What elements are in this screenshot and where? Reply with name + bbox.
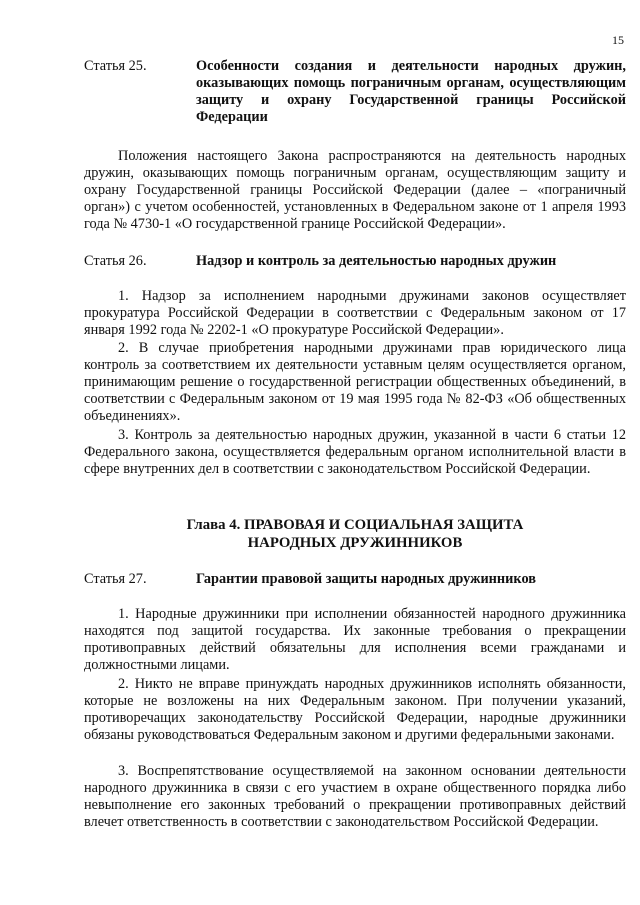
article-25-heading [84, 58, 626, 126]
article-26-paragraph-2: 2. В случае приобретения народными дружинами прав юридического лица контроль за соответствием их деятельности уставным целям осуществляется органом, принимающим решение о государственной регистрации общественных объединений, в соответствии с Федеральным законом от 19 мая 1995 года № 82-ФЗ «Об общественных объединениях». [84, 340, 626, 424]
article-25-label: Статья 25. [84, 58, 147, 74]
article-26-paragraph-1: 1. Надзор за исполнением народными дружинами законов осуществляет прокуратура Российской Федерации в соответствии с Федеральным законом от 17 января 1992 года № 2202-1 «О прокуратуре Российской Федерации». [84, 288, 626, 338]
page-number: 15 [612, 33, 624, 47]
article-27-heading [84, 571, 626, 588]
article-27-label: Статья 27. [84, 571, 147, 587]
article-25-title: Особенности создания и деятельности народных дружин, оказывающих помощь пограничным органам, осуществляющим защиту и охрану Государственной границы Российской Федерации [196, 58, 626, 125]
article-27-paragraph-3: 3. Воспрепятствование осуществляемой на законном основании деятельности народного дружинника в связи с его участием в охране общественного порядка либо невыполнение его законных требований о прекращении противоправных действий влечет ответственность в соответствии с законодательством Российской Федерации. [84, 763, 626, 830]
article-27-paragraph-1: 1. Народные дружинники при исполнении обязанностей народного дружинника находятся под защитой государства. Их законные требования о прекращении противоправных действий обязательны для исполнения всеми гражданами и должностными лицами. [84, 606, 626, 673]
article-27-title: Гарантии правовой защиты народных дружинников [196, 571, 536, 587]
article-26-label: Статья 26. [84, 253, 147, 269]
chapter-4-title-line-2: НАРОДНЫХ ДРУЖИННИКОВ [247, 535, 463, 551]
article-25-text: Положения настоящего Закона распространяются на деятельность народных дружин, оказывающих помощь пограничным органам, осуществляющим защиту и охрану Государственной границы Российской Федерации (далее – «пограничный орган») с учетом особенностей, установленных в Федеральном законе от 1 апреля 1993 года № 4730-1 «О государственной границе Российской Федерации». [84, 148, 626, 232]
article-26-paragraph-3: 3. Контроль за деятельностью народных дружин, указанной в части 6 статьи 12 Федерального закона, осуществляется федеральным органом исполнительной власти в сфере внутренних дел в соответствии с законодательством Российской Федерации. [84, 427, 626, 477]
chapter-4-title [84, 516, 626, 552]
article-26-title: Надзор и контроль за деятельностью народных дружин [196, 253, 557, 269]
article-26-heading [84, 253, 626, 270]
article-27-paragraph-2: 2. Никто не вправе принуждать народных дружинников исполнять обязанности, которые не возложены на них Федеральным законом. При получении указаний, противоречащих законодательству Российской Федерации, народные дружинники обязаны руководствоваться Федеральным законом и другими федеральными законами. [84, 676, 626, 743]
chapter-4-title-line-1: Глава 4. ПРАВОВАЯ И СОЦИАЛЬНАЯ ЗАЩИТА [186, 517, 524, 533]
